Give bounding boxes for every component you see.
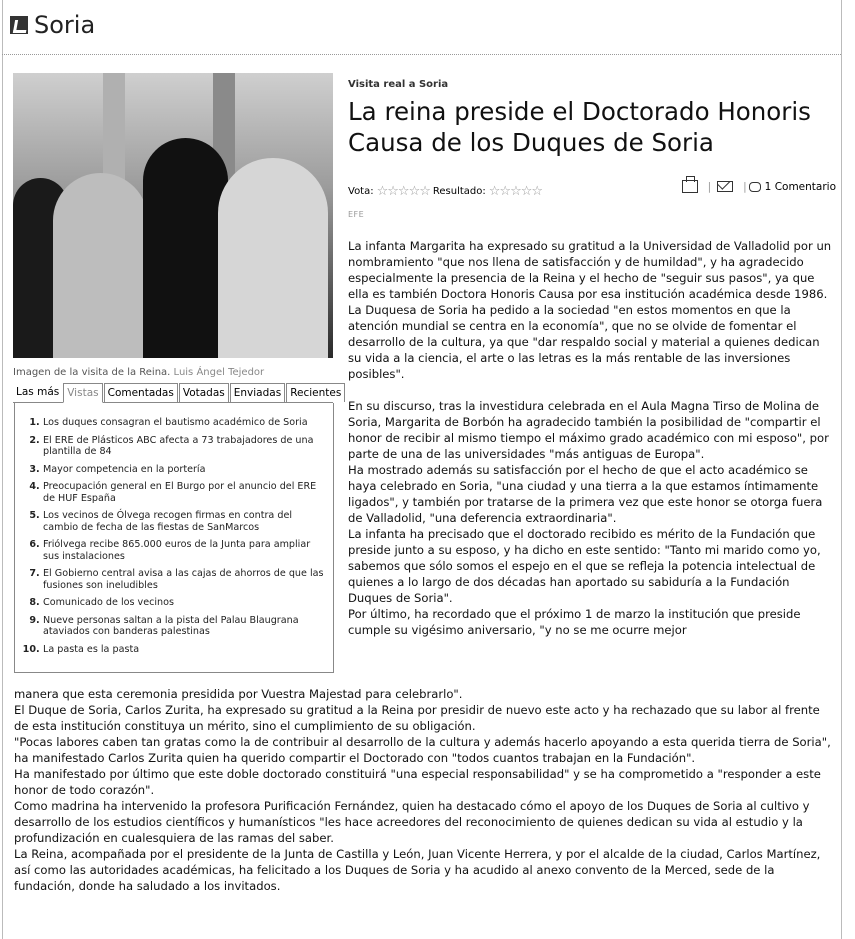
vote-label: Vota: [348, 185, 374, 197]
article-toolbar [348, 180, 836, 202]
photo-caption [13, 367, 264, 378]
ranking-item[interactable]: 1. Los duques consagran el bautismo académico de Soria [43, 417, 325, 429]
ranking-list [15, 403, 333, 655]
photo-credit: Luis Ángel Tejedor [173, 367, 265, 378]
tab-recientes[interactable]: Recientes [286, 383, 345, 402]
tab-votadas[interactable]: Votadas [179, 383, 229, 402]
article-paragraph: "Pocas labores caben tan gratas como la de contribuir al desarrollo de la cultura y además hacerlo apoyando a esta querida tierra de Soria", ha manifestado Carlos Zurita quien ha querido compartir el Doctorado con "todos cuantos trabajan en la Fundación". [14, 735, 831, 765]
article-paragraph: El Duque de Soria, Carlos Zurita, ha expresado su gratitud a la Reina por presidir de nuevo este acto y ha rechazado que su labor al frente de esta institución constituya un mérito, sino el cumplimiento de su obligación. [14, 703, 820, 733]
send-mail-icon[interactable] [717, 181, 733, 192]
ranking-list-box [14, 403, 334, 673]
ranking-item[interactable]: 4. Preocupación general en El Burgo por el anuncio del ERE de HUF España [43, 481, 325, 504]
tab-las-mas: Las más [13, 383, 62, 402]
article-paragraph: La Reina, acompañada por el presidente de la Junta de Castilla y León, Juan Vicente Herrera, y por el alcalde de la ciudad, Carlos Martínez, así como las autoridades académicas, ha felicitado a los Duques de Soria y ha acudido al anexo convento de la Merced, sede de la fundación, donde ha saludado a los invitados. [14, 847, 821, 893]
article-kicker: Visita real a Soria [348, 79, 449, 90]
article-paragraph: Ha mostrado además su satisfacción por el hecho de que el acto académico se haya celebrado en Soria, "una ciudad y una tierra a la que estamos íntimamente ligados", y también por tratarse de la primera vez que este honor se otorga fuera de Valladolid, "una deferencia extraordinaria". [348, 463, 823, 525]
article-paragraph: manera que esta ceremonia presidida por Vuestra Majestad para celebrarlo". [14, 687, 463, 701]
article-paragraph: Ha manifestado por último que este doble doctorado constituirá "una especial responsabilidad" y se ha comprometido a "responder a este honor de todo corazón". [14, 767, 821, 797]
photo-figure [143, 138, 228, 358]
article-paragraph: La infanta ha precisado que el doctorado recibido es mérito de la Fundación que preside junto a su esposo, y ha dicho en este sentido: "Tanto mi marido como yo, sabemos que sólo somos el espejo en el que se refleja la potencia intelectual de quienes a lo largo de dos décadas han aportado su sabiduría a la Fundación Duques de Soria". [348, 527, 821, 605]
result-stars: ☆☆☆☆☆ [488, 183, 543, 199]
photo-figure [218, 158, 328, 358]
section-header [10, 8, 95, 42]
ranking-item[interactable]: 8. Comunicado de los vecinos [43, 597, 325, 609]
vote-stars[interactable]: ☆☆☆☆☆ [376, 183, 430, 199]
section-title[interactable]: Soria [34, 11, 96, 39]
tab-comentadas[interactable]: Comentadas [104, 383, 178, 402]
comments-link[interactable]: 1 Comentario [764, 180, 836, 193]
article-body-column [348, 238, 832, 638]
ranking-item[interactable]: 6. Friólvega recibe 865.000 euros de la Junta para ampliar sus instalaciones [43, 539, 325, 562]
tab-enviadas[interactable]: Enviadas [230, 383, 285, 402]
article-body-full [14, 686, 836, 894]
article-tools [678, 180, 836, 193]
article-paragraph: La Duquesa de Soria ha pedido a la sociedad "en estos momentos en que la atención mundial se centra en la economía", que no se olvide de fomentar el desarrollo de la cultura, ya que "dar respaldo social y material a quienes dedican su vida a la ciencia, el arte o las letras es la más rentable de las inversiones posibles". [348, 303, 820, 381]
article-paragraph: Por último, ha recordado que el próximo 1 de marzo la institución que preside cumple su vigésimo aniversario, "y no se me ocurre mejor [348, 607, 801, 637]
ranking-tabs [13, 383, 342, 403]
ranking-item[interactable]: 5. Los vecinos de Ólvega recogen firmas en contra del cambio de fecha de las fiestas de SanMarcos [43, 510, 325, 533]
photo-figure [53, 173, 148, 358]
section-icon [10, 16, 28, 34]
article-paragraph: La infanta Margarita ha expresado su gratitud a la Universidad de Valladolid por un nombramiento "que nos llena de satisfacción y de humildad", y ha agradecido especialmente la presencia de la Reina y el hecho de "seguir sus pasos", ya que ella es también Doctora Honoris Causa por esa institución académica desde 1986. [348, 239, 832, 301]
comment-bubble-icon[interactable] [749, 182, 761, 192]
article-agency: EFE [348, 210, 365, 219]
tab-vistas[interactable]: Vistas [63, 383, 102, 403]
ranking-item[interactable]: 9. Nueve personas saltan a la pista del Palau Blaugrana ataviados con banderas palestinas [43, 615, 325, 638]
print-icon[interactable] [682, 180, 698, 193]
paragraph-gap [348, 382, 832, 398]
photo-caption-text: Imagen de la visita de la Reina. [13, 367, 171, 378]
header-divider [2, 54, 841, 55]
article-paragraph: Como madrina ha intervenido la profesora Purificación Fernández, quien ha destacado cómo el apoyo de los Duques de Soria al cultivo y desarrollo de los estudios científicos y humanísticos "les hace acreedores del reconocimiento de quienes dedican su vida al estudio y la profundización en cualesquiera de las ramas del saber. [14, 799, 810, 845]
article-photo[interactable] [13, 73, 333, 358]
ranking-item[interactable]: 7. El Gobierno central avisa a las cajas de ahorros de que las fusiones son ineludibles [43, 568, 325, 591]
result-label: Resultado: [432, 185, 486, 197]
article-paragraph: En su discurso, tras la investidura celebrada en el Aula Magna Tirso de Molina de Soria, Margarita de Borbón ha agradecido también la posibilidad de "compartir el honor de recibir al mismo tiempo el máximo grado académico con mi esposo", por parte de una de las universidades "más antiguas de Europa". [348, 399, 829, 461]
ranking-item[interactable]: 10. La pasta es la pasta [43, 644, 325, 656]
tool-separator: | [707, 180, 712, 193]
ranking-item[interactable]: 3. Mayor competencia en la portería [43, 464, 325, 476]
ranking-item[interactable]: 2. El ERE de Plásticos ABC afecta a 73 trabajadores de una plantilla de 84 [43, 435, 325, 458]
article-headline: La reina preside el Doctorado Honoris Causa de los Duques de Soria [348, 97, 811, 157]
tool-separator: | [743, 180, 747, 193]
